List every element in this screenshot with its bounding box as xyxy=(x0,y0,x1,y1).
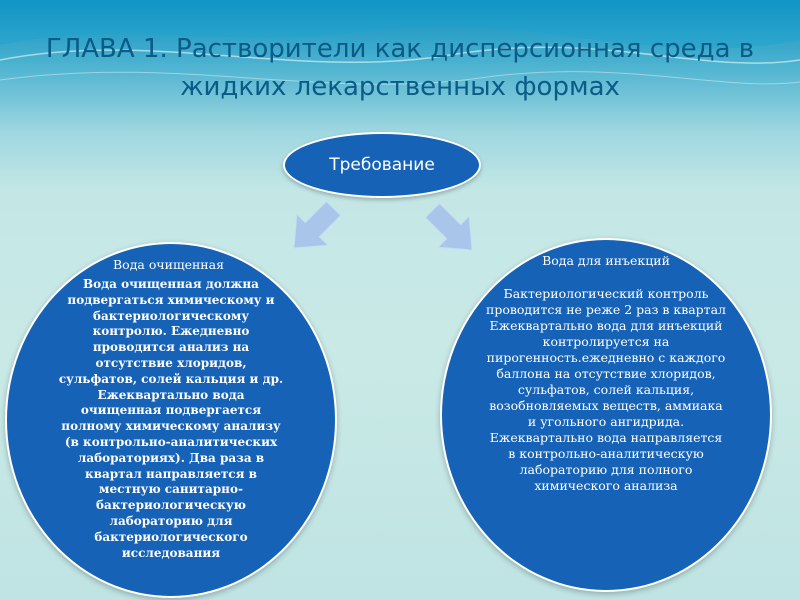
node-injection-water-body-1: Бактериологический контроль проводится не реже 2 раз в квартал xyxy=(486,286,726,317)
node-purified-water-body: Вода очищенная должна подвергаться химическому и бактериологическому контролю. Ежедневно проводится анализ на отсутствие хлоридов, сульфатов, солей кальция и др. Ежеквартально вода очищенная подвергается полному химическому анализу (в контрольно-аналитических лабораториях). Два раза в квартал направляется в местную санитарно-бактериологическую лабораторию для бактериологического исследования xyxy=(58,277,284,560)
node-injection-water-body-2: Ежеквартально вода для инъекций контролируется на пирогенность.ежедневно с каждого баллона на отсутствие хлоридов, сульфатов, солей кальция, возобновляемых веществ, аммиака и угольного ангидрида. Ежеквартально вода направляется в контрольно-аналитическую лабораторию для полного химического анализа xyxy=(486,318,726,493)
node-purified-water xyxy=(5,242,337,598)
node-purified-water-heading: Вода очищенная xyxy=(113,257,224,272)
node-injection-water-heading: Вода для инъекций xyxy=(542,253,670,268)
root-node-requirement xyxy=(283,132,481,198)
arrow-left-icon xyxy=(278,193,349,264)
slide-title: ГЛАВА 1. Растворители как дисперсионная среда в жидких лекарственных формах xyxy=(45,34,755,102)
node-injection-water xyxy=(440,238,772,592)
arrow-right-icon xyxy=(417,195,488,266)
root-node-label: Требование xyxy=(329,155,435,175)
